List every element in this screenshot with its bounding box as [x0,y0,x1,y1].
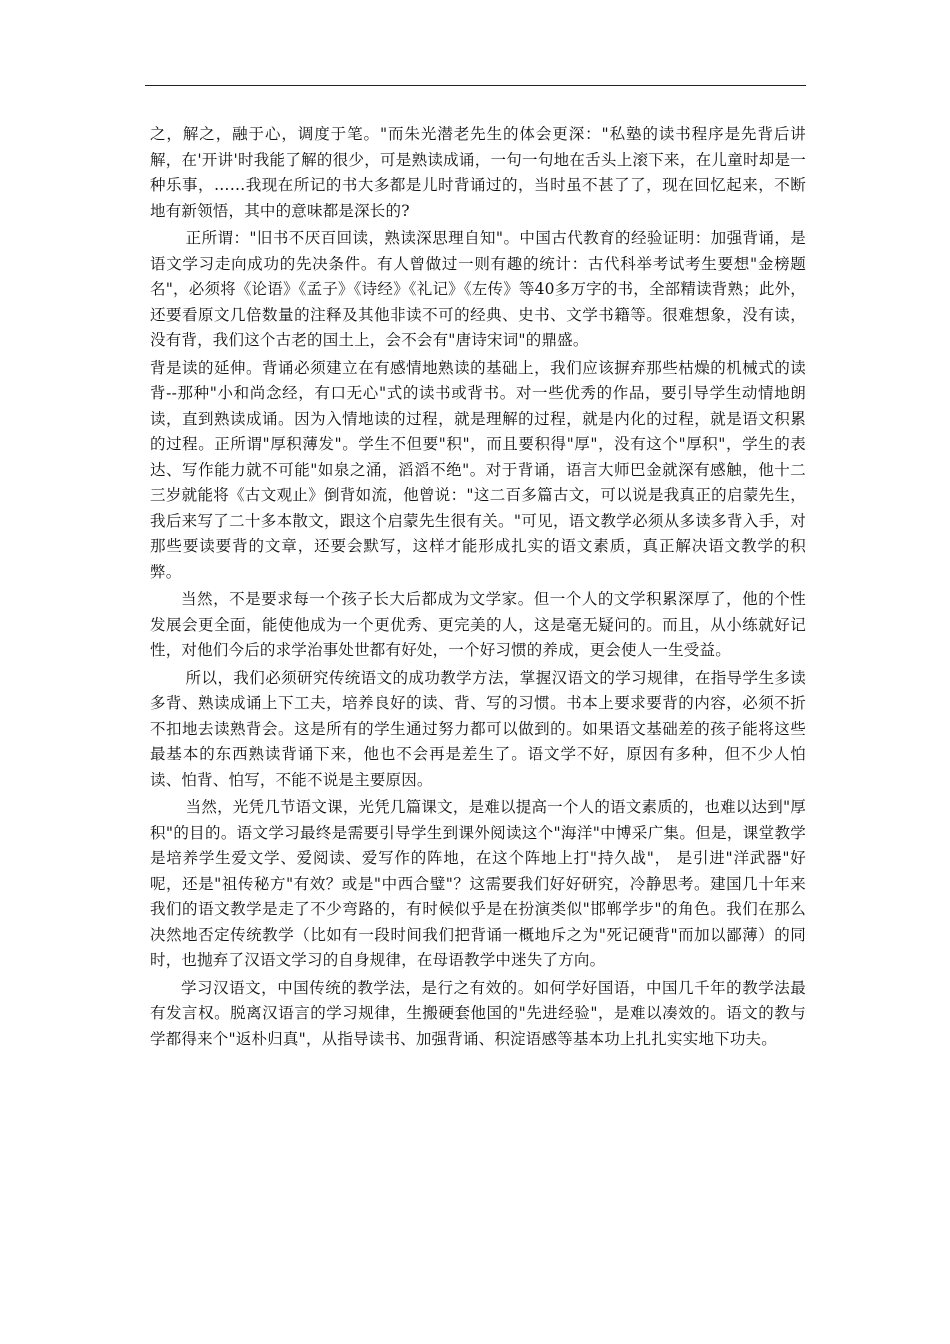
document-body [150,122,806,1054]
paragraph-3: 背是读的延伸。背诵必须建立在有感情地熟读的基础上，我们应该摒弃那些枯燥的机械式的读背--那种"小和尚念经，有口无心"式的读书或背书。对一些优秀的作品，要引导学生动情地朗读，直到熟读成诵。因为入情地读的过程，就是理解的过程，就是内化的过程，就是语文积累的过程。正所谓"厚积薄发"。学生不但要"积"，而且要积得"厚"，没有这个"厚积"，学生的表达、写作能力就不可能"如泉之涌，滔滔不绝"。对于背诵，语言大师巴金就深有感触，他十二三岁就能将《古文观止》倒背如流，他曾说："这二百多篇古文，可以说是我真正的启蒙先生，我后来写了二十多本散文，跟这个启蒙先生很有关。"可见，语文教学必须从多读多背入手，对那些要读要背的文章，还要会默写，这样才能形成扎实的语文素质，真正解决语文教学的积弊。 [150,358,806,581]
paragraph-6: 当然，光凭几节语文课，光凭几篇课文，是难以提高一个人的语文素质的，也难以达到"厚积"的目的。语文学习最终是需要引导学生到课外阅读这个"海洋"中博采广集。但是，课堂教学是培养学生爱文学、爱阅读、爱写作的阵地，在这个阵地上打"持久战"， 是引进"洋武器"好呢，还是"祖传秘方"有效？或是"中西合璧"？这需要我们好好研究，冷静思考。建国几十年来我们的语文教学是走了不少弯路的，有时候似乎是在扮演类似"邯郸学步"的角色。我们在那么决然地否定传统教学（比如有一段时间我们把背诵一概地斥之为"死记硬背"而加以鄙薄）的同时，也抛弃了汉语文学习的自身规律，在母语教学中迷失了方向。 [150,798,806,969]
paragraph-4: 当然，不是要求每一个孩子长大后都成为文学家。但一个人的文学积累深厚了，他的个性发展会更全面，能使他成为一个更优秀、更完美的人，这是毫无疑问的。而且，从小练就好记性，对他们今后的求学治事处世都有好处，一个好习惯的养成，更会使人一生受益。 [150,590,806,659]
paragraph-1: 之，解之，融于心，调度于笔。"而朱光潜老先生的体会更深："私塾的读书程序是先背后讲解，在'开讲'时我能了解的很少，可是熟读成诵，一句一句地在舌头上滚下来，在儿童时却是一种乐事，……我现在所记的书大多都是儿时背诵过的，当时虽不甚了了，现在回忆起来，不断地有新领悟，其中的意味都是深长的? [150,125,806,220]
paragraph-7: 学习汉语文，中国传统的教学法，是行之有效的。如何学好国语，中国几千年的教学法最有发言权。脱离汉语言的学习规律，生搬硬套他国的"先进经验"，是难以凑效的。语文的教与学都得来个"返朴归真"，从指导读书、加强背诵、积淀语感等基本功上扎扎实实地下功夫。 [150,978,806,1048]
header-rule [145,85,806,86]
paragraph-2: 正所谓："旧书不厌百回读，熟读深思理自知"。中国古代教育的经验证明：加强背诵，是语文学习走向成功的先决条件。有人曾做过一则有趣的统计：古代科举考试考生要想"金榜题名"，必须将《论语》《孟子》《诗经》《礼记》《左传》等40多万字的书，全部精读背熟；此外，还要看原文几倍数量的注释及其他非读不可的经典、史书、文学书籍等。很难想象，没有读，没有背，我们这个古老的国土上，会不会有"唐诗宋词"的鼎盛。 [150,229,806,349]
paragraph-5: 所以，我们必须研究传统语文的成功教学方法，掌握汉语文的学习规律，在指导学生多读多背、熟读成诵上下工夫，培养良好的读、背、写的习惯。书本上要求要背的内容，必须不折不扣地去读熟背会。这是所有的学生通过努力都可以做到的。如果语文基础差的孩子能将这些最基本的东西熟读背诵下来，他也不会再是差生了。语文学不好，原因有多种，但不少人怕读、怕背、怕写，不能不说是主要原因。 [150,668,806,789]
